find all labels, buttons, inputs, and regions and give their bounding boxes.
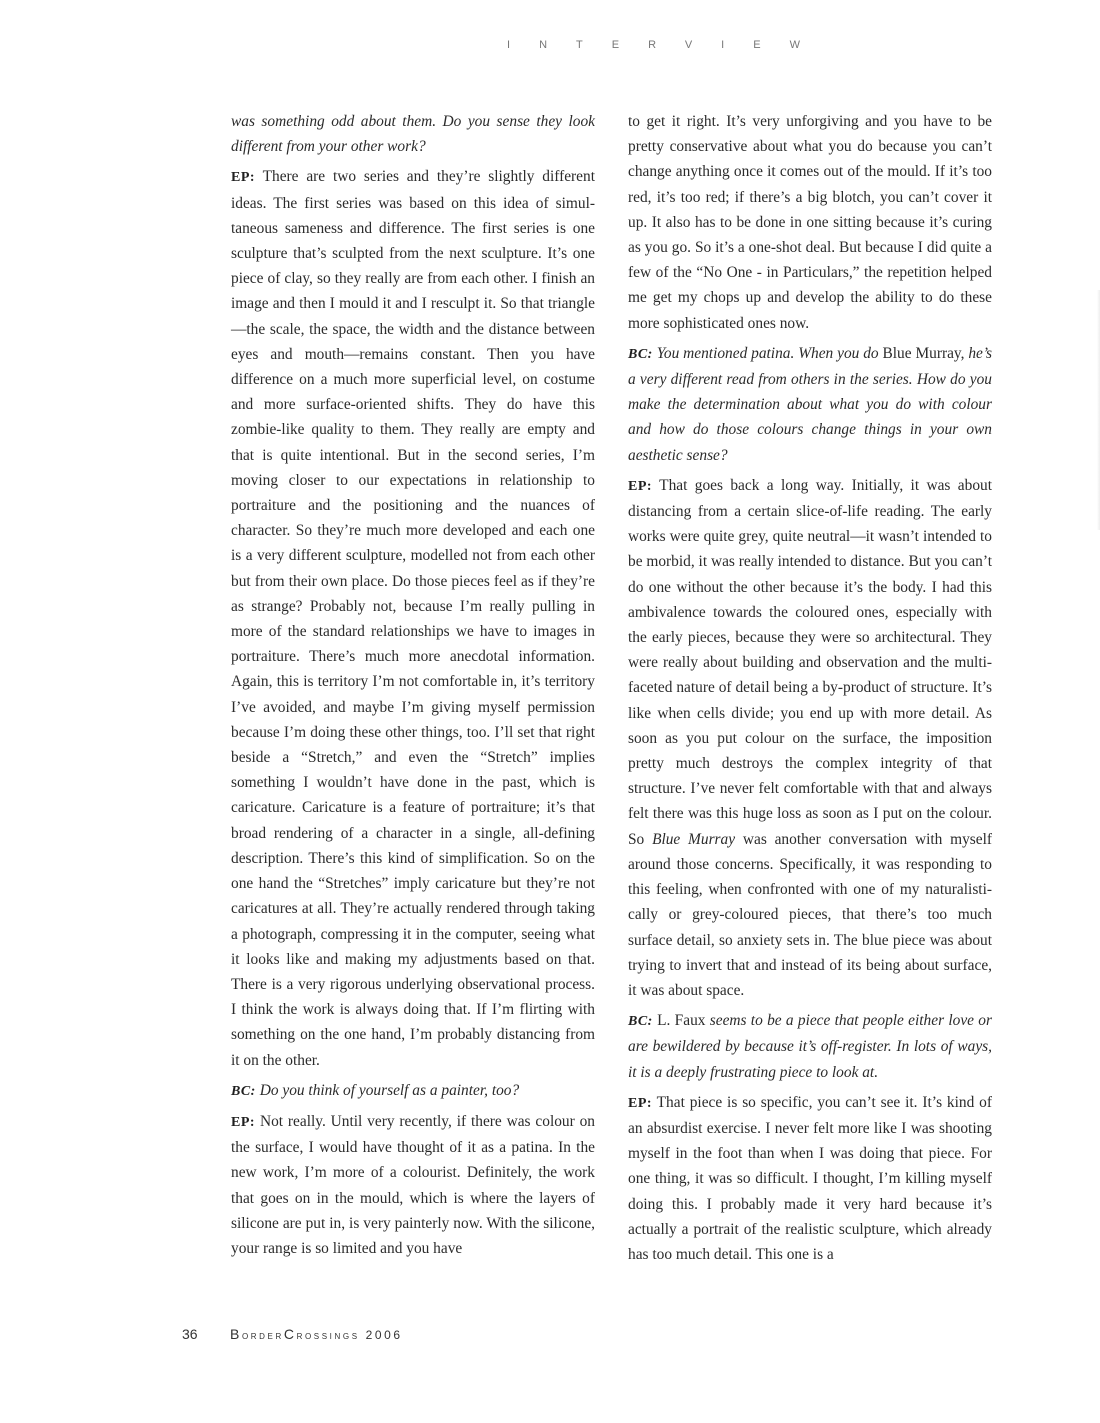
answer-text: That goes back a long way. Initially, it was about distancing from a certain slice-of-life reading. The early works were quite grey, quite neutral—it wasn’t intended to be morbid, it was really intended to distance. But you can’t do one without the other because it’s the body. I had this ambivalence towards the coloured ones, especially with the early pieces, because they were so architectural. They were really about building and observation and the multi-faceted nature of detail being a by-product of structure. It’s like when cells divide; you end up with more detail. As soon as you put colour on the surface, the imposition pretty much destroys the complex integrity of that structure. I’ve never felt comfortable with that and always felt there was this huge loss as soon as I put on the colour. So — [628, 476, 992, 848]
question-paragraph — [628, 1008, 992, 1085]
masthead-text: order — [241, 1328, 284, 1342]
speaker-label: EP: — [628, 1095, 653, 1111]
artwork-title: L. Faux — [657, 1012, 706, 1030]
artwork-title: Blue Murray — [652, 830, 736, 848]
answer-paragraph — [231, 164, 595, 1072]
masthead-initial: C — [283, 1326, 297, 1342]
speaker-label: EP: — [628, 478, 653, 494]
speaker-label: EP: — [231, 1114, 256, 1130]
right-column — [628, 109, 992, 1272]
speaker-label: EP: — [231, 170, 256, 186]
question-text: You mentioned patina. When you do — [656, 344, 879, 362]
question-continuation: was something odd about them. Do you sense they look different from your other work? — [231, 113, 595, 156]
running-head: INTERVIEW — [507, 39, 829, 51]
answer-text: Not really. Until very recently, if there was colour on the surface, I would have thought of it as a patina. In the new work, I’m more of a colourist. Definitely, the work that goes on in the mould, which is where the layers of silicone are put in, is very painterly now. With the silicone, your range is so limited and you have — [231, 1112, 596, 1257]
masthead-text: rossings — [296, 1328, 360, 1342]
answer-text: was another conversation with myself around those concerns. Specifically, it was responding to this feeling, when confronted with one of my naturalistically or grey-coloured pieces, that there’s too much surface detail, so anxiety sets in. The blue piece was about trying to invert that and instead of its being about surface, it was about space. — [628, 830, 992, 999]
question-paragraph — [231, 1078, 595, 1104]
question-text: he’s a very different read from others in the series. How do you make the determination about what you do with colour and how do those colours change things in your own aesthetic sense? — [628, 344, 992, 464]
speaker-label: BC: — [628, 1014, 653, 1030]
answer-continuation: to get it right. It’s very unforgiving and you have to be pretty conservative about what you do because you can’t change anything once it comes out of the mould. If it’s too red, it’s too red; if there’s a big blotch, you can’t cover it up. It also has to be done in one sitting because it’s curing as you go. So it’s a one-shot deal. But because I did quite a few of the “No One - in Particulars,” the repetition helped me get my chops up and develop the ability to do these more sophisticated ones now. — [628, 113, 992, 332]
answer-text: That piece is so specific, you can’t see it. It’s kind of an absurdist exercise. I never felt more like I was shooting myself in the foot than when I was doing that piece. For one thing, it was so difficult. I thought, I’m killing myself doing this. I probably made it very hard because it’s actually a portrait of the realistic sculpture, which already has too much detail. This one is a — [628, 1093, 992, 1263]
masthead-initial: B — [230, 1326, 242, 1342]
page-footer — [182, 1326, 403, 1344]
left-column — [231, 109, 595, 1266]
question-text: Do you think of yourself as a painter, too? — [259, 1081, 520, 1099]
magazine-masthead — [230, 1328, 403, 1342]
speaker-label: BC: — [628, 346, 653, 362]
answer-paragraph — [628, 1090, 992, 1267]
answer-paragraph — [628, 473, 992, 1003]
answer-text: There are two series and they’re slightly different ideas. The first series was based on this idea of simultaneous sameness and difference. The first series is one sculpture that’s sculpted from the next sculpture. It’s one piece of clay, so they really are from each other. I finish an image and then I mould it and I resculpt it. So that triangle—the scale, the space, the width and the distance between eyes and mouth—remains constant. Then you have difference on a much more superficial level, on costume and more surface-oriented shifts. They do have this zombie-like quality to them. They really are empty and that is quite intentional. But in the second series, I’m moving closer to our expectations in relationship to portraiture and the positioning and the nuances of character. So they’re much more developed and each one is a very different sculpture, modelled not from each other but from their own place. Do those pieces feel as if they’re as strange? Probably not, because I’m really pulling in more of the standard relationships we have to images in portraiture. There’s much more anecdotal information. Again, this is territory I’m not comfortable in, it’s territory I’ve avoided, and maybe I’m giving myself permission because I’m doing these other things, too. I’ll set that right beside a “Stretch,” and even the “Stretch” implies something I wouldn’t have done in the past, which is caricature. Caricature is a feature of portraiture; it’s that broad rendering of a character in a single, all-defining description. There’s this kind of simplification. So on the one hand the “Stretches” imply caricature but they’re not caricatures at all. They’re actually rendered through taking a photograph, compressing it in the computer, seeing what it looks like and making my adjustments based on that. There is a very rigorous underlying observational process. I think the work is always doing that. If I’m flirting with something on the one hand, I’m probably distancing from it on the other. — [231, 168, 595, 1069]
issue-year: 2006 — [365, 1328, 403, 1342]
question-text: seems to be a piece that people either love or are bewildered by because it’s off-register. In lots of ways, it is a deeply frustrating piece to look at. — [628, 1012, 992, 1081]
artwork-title: Blue Murray, — [882, 344, 965, 362]
question-paragraph — [628, 341, 992, 468]
page-number: 36 — [182, 1326, 198, 1342]
answer-paragraph — [231, 1109, 595, 1261]
speaker-label: BC: — [231, 1083, 256, 1099]
